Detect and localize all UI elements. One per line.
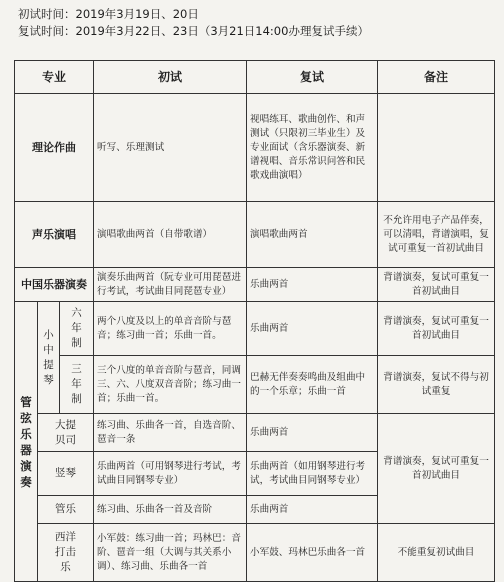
harp-label: 竖琴 [38, 452, 94, 496]
three-year-initial: 三个八度的单音音阶与琶音，同调三、六、八度双音音阶；练习曲一首；乐曲一首。 [94, 356, 247, 414]
winds-initial: 练习曲、乐曲各一首及音阶 [94, 496, 247, 524]
winds-label: 管乐 [38, 496, 94, 524]
orchestral-label: 管弦乐器演奏 [20, 394, 32, 489]
violin-viola-label: 小中提琴 [38, 302, 60, 414]
cello-bass-label: 大提贝司 [38, 414, 94, 452]
six-year-label: 六年制 [60, 302, 94, 356]
harp-retest: 乐曲两首（如用钢琴进行考试，考试曲目同钢琴专业） [247, 452, 378, 496]
three-year-note: 背谱演奏，复试不得与初试重复 [378, 356, 495, 414]
retest-exam-date: 复试时间：2019年3月22日、23日（3月21日14:00办理复试手续） [18, 24, 369, 38]
table-header-row [15, 61, 495, 94]
major-vocal: 声乐演唱 [15, 202, 94, 268]
chinese-initial: 演奏乐曲两首（阮专业可用琵琶进行考试，考试曲目同琵琶专业） [94, 268, 247, 302]
major-chinese-instruments: 中国乐器演奏 [15, 268, 94, 302]
three-year-retest: 巴赫无伴奏奏鸣曲及组曲中的一个乐章；乐曲一首 [247, 356, 378, 414]
theory-initial: 听写、乐理测试 [94, 94, 247, 202]
table-row [15, 302, 495, 356]
chinese-note: 背谱演奏，复试可重复一首初试曲目 [378, 268, 495, 302]
header-initial: 初试 [94, 61, 247, 94]
theory-note [378, 94, 495, 202]
exam-dates [18, 6, 369, 40]
major-theory: 理论作曲 [15, 94, 94, 202]
table-row [15, 202, 495, 268]
vocal-note: 不允许用电子产品伴奏，可以清唱，背谱演唱，复试可重复一首初试曲目 [378, 202, 495, 268]
percussion-note: 不能重复初试曲目 [378, 524, 495, 582]
table-row [15, 268, 495, 302]
percussion-retest: 小军鼓、玛林巴乐曲各一首 [247, 524, 378, 582]
vocal-retest: 演唱歌曲两首 [247, 202, 378, 268]
strings-winds-note: 背谱演奏，复试可重复一首初试曲目 [378, 414, 495, 524]
harp-initial: 乐曲两首（可用钢琴进行考试，考试曲目同钢琴专业） [94, 452, 247, 496]
six-year-initial: 两个八度及以上的单音音阶与琶音；练习曲一首；乐曲一首。 [94, 302, 247, 356]
theory-retest: 视唱练耳、歌曲创作、和声测试（只限初三毕业生）及专业面试（含乐器演奏、新谱视唱、音乐常识问答和民歌戏曲演唱） [247, 94, 378, 202]
three-year-label: 三年制 [60, 356, 94, 414]
six-year-note: 背谱演奏，复试可重复一首初试曲目 [378, 302, 495, 356]
initial-exam-date: 初试时间：2019年3月19日、20日 [18, 7, 199, 21]
six-year-retest: 乐曲两首 [247, 302, 378, 356]
major-orchestral [15, 302, 38, 582]
header-retest: 复试 [247, 61, 378, 94]
table-row [15, 414, 495, 452]
header-notes: 备注 [378, 61, 495, 94]
percussion-initial: 小军鼓：练习曲一首；玛林巴：音阶、琶音一组（大调与其关系小调）、练习曲、乐曲各一首 [94, 524, 247, 582]
table-row [15, 524, 495, 582]
table-row [15, 356, 495, 414]
percussion-label: 西洋打击乐 [38, 524, 94, 582]
cello-retest: 乐曲两首 [247, 414, 378, 452]
chinese-retest: 乐曲两首 [247, 268, 378, 302]
exam-requirements-table [14, 60, 495, 582]
table-row [15, 94, 495, 202]
cello-initial: 练习曲、乐曲各一首，自选音阶、琶音一条 [94, 414, 247, 452]
vocal-initial: 演唱歌曲两首（自带歌谱） [94, 202, 247, 268]
header-major: 专业 [15, 61, 94, 94]
winds-retest: 乐曲两首 [247, 496, 378, 524]
